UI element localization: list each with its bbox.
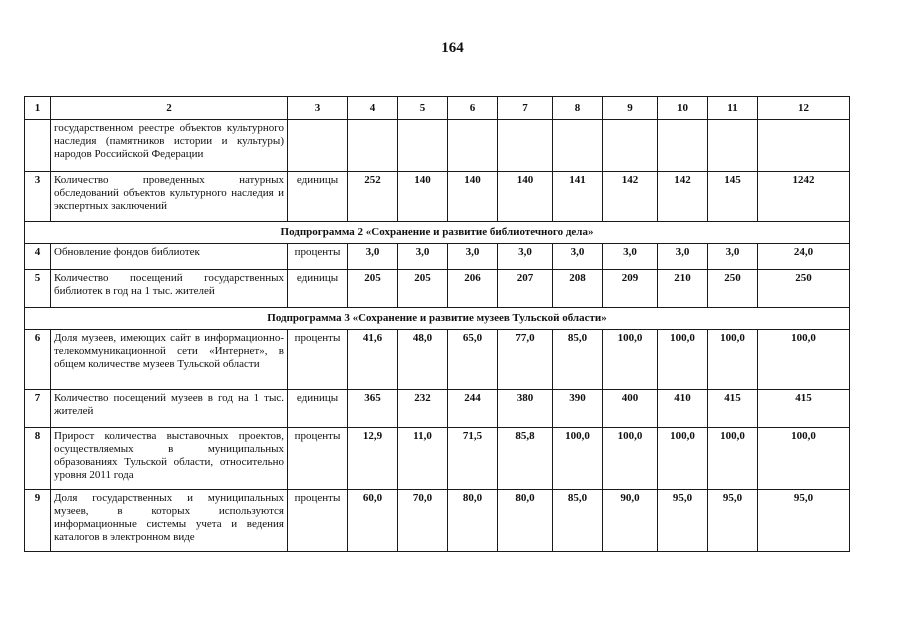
value-cell: 24,0 bbox=[758, 244, 850, 270]
table-row bbox=[25, 330, 850, 390]
indicator-name: Количество посещений музеев в год на 1 тыс. жителей bbox=[51, 390, 288, 428]
unit-cell: единицы bbox=[288, 172, 348, 222]
value-cell bbox=[398, 120, 448, 172]
value-cell: 244 bbox=[448, 390, 498, 428]
row-number: 3 bbox=[25, 172, 51, 222]
value-cell: 390 bbox=[553, 390, 603, 428]
value-cell: 95,0 bbox=[658, 490, 708, 552]
value-cell: 100,0 bbox=[658, 428, 708, 490]
value-cell: 207 bbox=[498, 270, 553, 308]
value-cell: 65,0 bbox=[448, 330, 498, 390]
value-cell: 3,0 bbox=[553, 244, 603, 270]
table-row bbox=[25, 270, 850, 308]
value-cell: 60,0 bbox=[348, 490, 398, 552]
value-cell: 71,5 bbox=[448, 428, 498, 490]
table-row bbox=[25, 390, 850, 428]
row-number: 8 bbox=[25, 428, 51, 490]
unit-cell: проценты bbox=[288, 428, 348, 490]
subprogram-title: Подпрограмма 3 «Сохранение и развитие музеев Тульской области» bbox=[25, 308, 850, 330]
header-cell: 8 bbox=[553, 97, 603, 120]
value-cell: 206 bbox=[448, 270, 498, 308]
row-number: 9 bbox=[25, 490, 51, 552]
value-cell: 90,0 bbox=[603, 490, 658, 552]
page-number: 164 bbox=[441, 40, 464, 56]
value-cell: 70,0 bbox=[398, 490, 448, 552]
header-cell: 12 bbox=[758, 97, 850, 120]
value-cell: 11,0 bbox=[398, 428, 448, 490]
header-cell: 2 bbox=[51, 97, 288, 120]
value-cell: 145 bbox=[708, 172, 758, 222]
value-cell bbox=[448, 120, 498, 172]
value-cell: 85,0 bbox=[553, 490, 603, 552]
indicator-name: Доля музеев, имеющих сайт в информационно-телекоммуникационной сети «Интернет», в общем количестве музеев Тульской области bbox=[51, 330, 288, 390]
value-cell: 3,0 bbox=[603, 244, 658, 270]
value-cell: 205 bbox=[398, 270, 448, 308]
value-cell: 3,0 bbox=[348, 244, 398, 270]
value-cell: 365 bbox=[348, 390, 398, 428]
value-cell bbox=[498, 120, 553, 172]
table-row bbox=[25, 490, 850, 552]
value-cell: 3,0 bbox=[448, 244, 498, 270]
value-cell: 250 bbox=[708, 270, 758, 308]
value-cell: 48,0 bbox=[398, 330, 448, 390]
value-cell bbox=[758, 120, 850, 172]
header-cell: 7 bbox=[498, 97, 553, 120]
value-cell: 140 bbox=[448, 172, 498, 222]
table-body bbox=[25, 97, 850, 552]
value-cell: 100,0 bbox=[708, 330, 758, 390]
value-cell bbox=[708, 120, 758, 172]
value-cell: 252 bbox=[348, 172, 398, 222]
header-row bbox=[25, 97, 850, 120]
value-cell: 142 bbox=[658, 172, 708, 222]
value-cell: 141 bbox=[553, 172, 603, 222]
header-cell: 3 bbox=[288, 97, 348, 120]
value-cell bbox=[603, 120, 658, 172]
value-cell: 85,0 bbox=[553, 330, 603, 390]
value-cell: 415 bbox=[758, 390, 850, 428]
unit-cell: проценты bbox=[288, 244, 348, 270]
value-cell: 232 bbox=[398, 390, 448, 428]
value-cell: 100,0 bbox=[758, 330, 850, 390]
value-cell: 140 bbox=[498, 172, 553, 222]
value-cell: 95,0 bbox=[708, 490, 758, 552]
value-cell: 3,0 bbox=[498, 244, 553, 270]
value-cell: 410 bbox=[658, 390, 708, 428]
table-row bbox=[25, 428, 850, 490]
value-cell: 3,0 bbox=[658, 244, 708, 270]
value-cell: 400 bbox=[603, 390, 658, 428]
indicator-name: Обновление фондов библиотек bbox=[51, 244, 288, 270]
value-cell: 210 bbox=[658, 270, 708, 308]
header-cell: 11 bbox=[708, 97, 758, 120]
value-cell: 100,0 bbox=[658, 330, 708, 390]
unit-cell: проценты bbox=[288, 330, 348, 390]
header-cell: 10 bbox=[658, 97, 708, 120]
subprogram-row bbox=[25, 222, 850, 244]
row-number: 6 bbox=[25, 330, 51, 390]
value-cell: 142 bbox=[603, 172, 658, 222]
header-cell: 4 bbox=[348, 97, 398, 120]
value-cell: 3,0 bbox=[398, 244, 448, 270]
header-cell: 6 bbox=[448, 97, 498, 120]
header-cell: 5 bbox=[398, 97, 448, 120]
value-cell: 12,9 bbox=[348, 428, 398, 490]
value-cell: 3,0 bbox=[708, 244, 758, 270]
indicators-table bbox=[24, 96, 850, 552]
value-cell: 77,0 bbox=[498, 330, 553, 390]
value-cell: 208 bbox=[553, 270, 603, 308]
value-cell: 41,6 bbox=[348, 330, 398, 390]
indicator-name: Доля государственных и муниципальных музеев, в которых используются информационные системы учета и ведения каталогов в электронном виде bbox=[51, 490, 288, 552]
subprogram-row bbox=[25, 308, 850, 330]
value-cell: 100,0 bbox=[553, 428, 603, 490]
value-cell: 209 bbox=[603, 270, 658, 308]
value-cell: 140 bbox=[398, 172, 448, 222]
indicator-name: государственном реестре объектов культурного наследия (памятников истории и культуры) народов Российской Федерации bbox=[51, 120, 288, 172]
value-cell: 85,8 bbox=[498, 428, 553, 490]
row-number bbox=[25, 120, 51, 172]
value-cell: 415 bbox=[708, 390, 758, 428]
value-cell: 80,0 bbox=[498, 490, 553, 552]
value-cell: 100,0 bbox=[758, 428, 850, 490]
unit-cell: единицы bbox=[288, 390, 348, 428]
row-number: 7 bbox=[25, 390, 51, 428]
subprogram-title: Подпрограмма 2 «Сохранение и развитие библиотечного дела» bbox=[25, 222, 850, 244]
indicator-name: Прирост количества выставочных проектов, осуществляемых в муниципальных образованиях Тульской области, относительно уровня 2011 года bbox=[51, 428, 288, 490]
value-cell: 95,0 bbox=[758, 490, 850, 552]
value-cell: 205 bbox=[348, 270, 398, 308]
table-row bbox=[25, 120, 850, 172]
value-cell: 1242 bbox=[758, 172, 850, 222]
value-cell: 380 bbox=[498, 390, 553, 428]
unit-cell: единицы bbox=[288, 270, 348, 308]
indicator-name: Количество проведенных натурных обследований объектов культурного наследия и экспертных заключений bbox=[51, 172, 288, 222]
value-cell: 100,0 bbox=[708, 428, 758, 490]
unit-cell bbox=[288, 120, 348, 172]
unit-cell: проценты bbox=[288, 490, 348, 552]
header-cell: 9 bbox=[603, 97, 658, 120]
value-cell: 80,0 bbox=[448, 490, 498, 552]
header-cell: 1 bbox=[25, 97, 51, 120]
value-cell bbox=[553, 120, 603, 172]
table-row bbox=[25, 244, 850, 270]
value-cell: 250 bbox=[758, 270, 850, 308]
value-cell bbox=[658, 120, 708, 172]
value-cell: 100,0 bbox=[603, 428, 658, 490]
indicator-name: Количество посещений государственных библиотек в год на 1 тыс. жителей bbox=[51, 270, 288, 308]
value-cell bbox=[348, 120, 398, 172]
row-number: 5 bbox=[25, 270, 51, 308]
value-cell: 100,0 bbox=[603, 330, 658, 390]
table-row bbox=[25, 172, 850, 222]
row-number: 4 bbox=[25, 244, 51, 270]
